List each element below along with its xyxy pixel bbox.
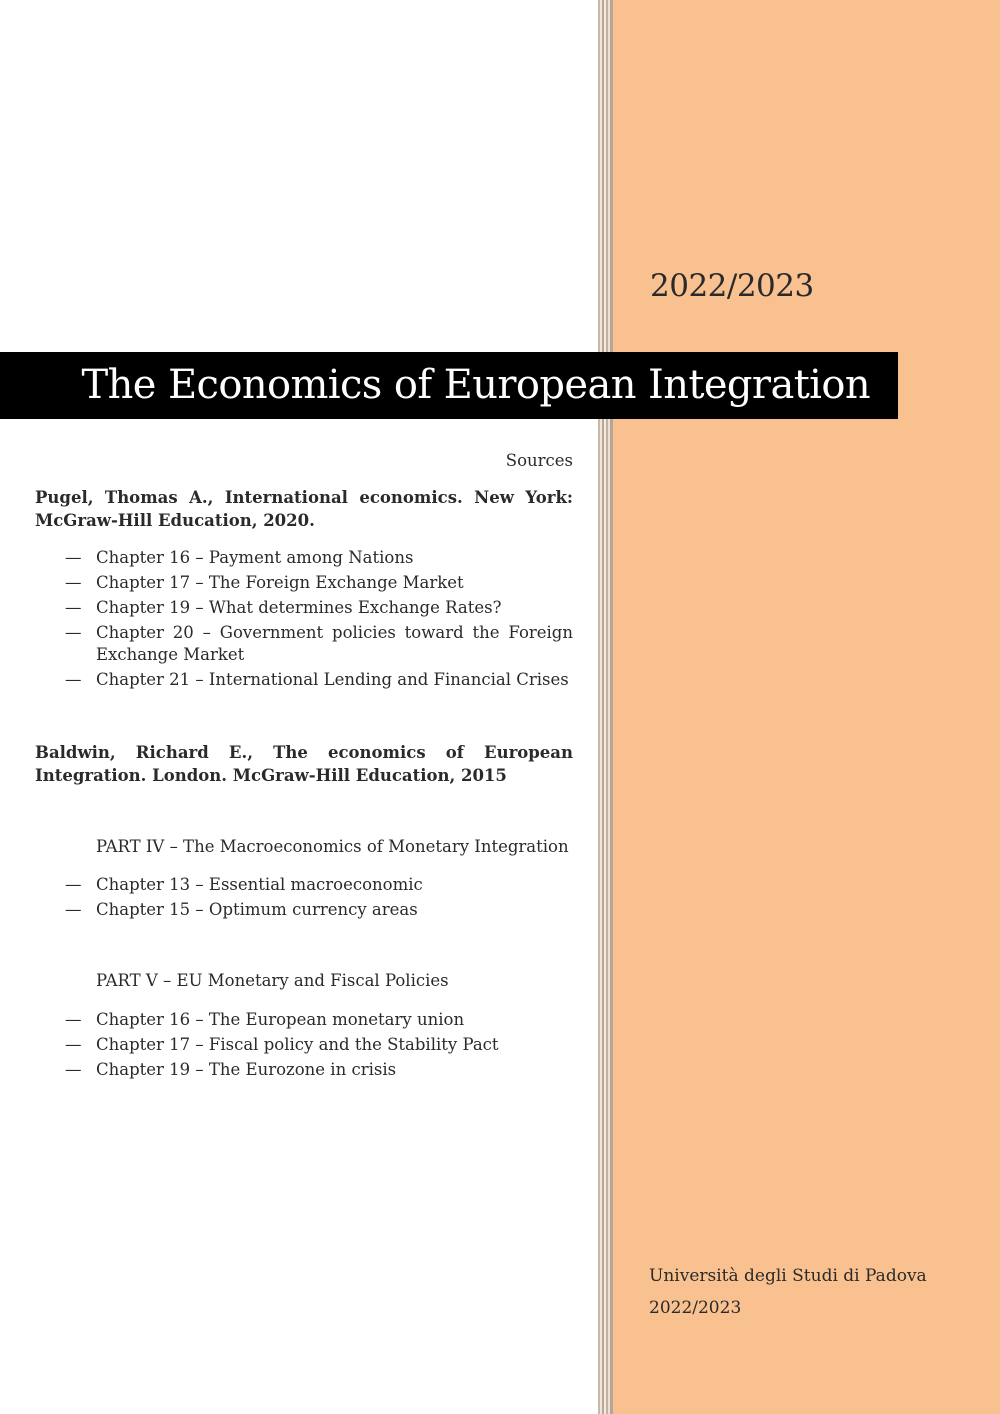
list-item: — Chapter 16 – The European monetary union [65, 1010, 465, 1029]
part-heading: PART IV – The Macroeconomics of Monetary Integration [96, 837, 569, 856]
list-item: — Chapter 20 – Government policies toward the Foreign Exchange Market [65, 623, 573, 664]
footer-block [649, 1260, 927, 1324]
reference-citation: Baldwin, Richard E., The economics of European Integration. London. McGraw-Hill Education, 2015 [35, 743, 573, 785]
decorative-stripes [598, 0, 613, 1414]
chapter-list [35, 1009, 573, 1081]
reference-citation: Pugel, Thomas A., International economics. New York: McGraw-Hill Education, 2020. [35, 488, 573, 530]
side-panel [613, 0, 1000, 1414]
list-item: — Chapter 17 – The Foreign Exchange Market [65, 573, 464, 592]
part-heading: PART V – EU Monetary and Fiscal Policies [96, 971, 449, 990]
title-bar [0, 352, 898, 419]
sources-heading: Sources [505, 451, 573, 470]
list-item: — Chapter 15 – Optimum currency areas [65, 900, 418, 919]
document-title: The Economics of European Integration [81, 362, 870, 408]
chapter-list [35, 874, 573, 921]
university-name: Università degli Studi di Padova [649, 1266, 927, 1286]
academic-year: 2022/2023 [650, 268, 814, 304]
list-item: — Chapter 19 – The Eurozone in crisis [65, 1060, 397, 1079]
chapter-list [35, 547, 573, 691]
list-item: — Chapter 13 – Essential macroeconomic [65, 875, 423, 894]
list-item: — Chapter 17 – Fiscal policy and the Stability Pact [65, 1035, 499, 1054]
footer-year: 2022/2023 [649, 1298, 742, 1318]
list-item: — Chapter 21 – International Lending and Financial Crises [65, 670, 569, 689]
sources-section [35, 450, 573, 1081]
list-item: — Chapter 19 – What determines Exchange Rates? [65, 598, 502, 617]
list-item: — Chapter 16 – Payment among Nations [65, 548, 414, 567]
